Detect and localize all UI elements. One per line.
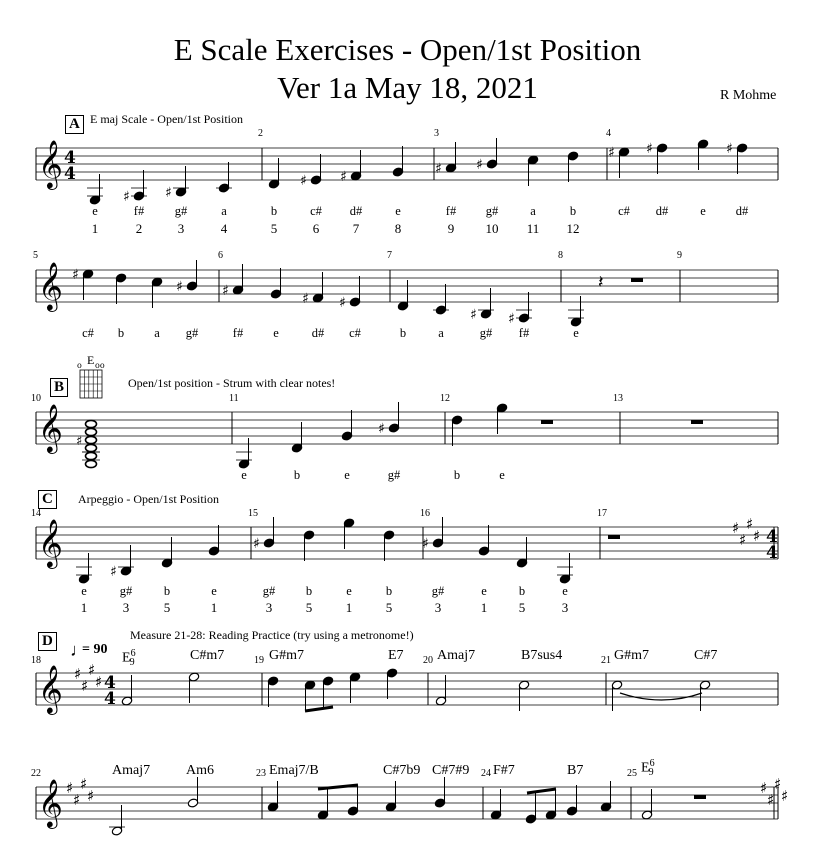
treble-clef-icon: 𝄞 — [38, 261, 63, 310]
note-name: f# — [445, 204, 457, 218]
time-signature: 4 — [766, 543, 778, 563]
note-head — [86, 460, 97, 467]
measure-number: 16 — [420, 508, 430, 519]
finger-number: 1 — [91, 221, 99, 236]
note-name: a — [438, 326, 444, 340]
treble-clef-icon: 𝄞 — [38, 778, 63, 827]
note-name: g# — [119, 584, 133, 598]
measure-number: 22 — [31, 768, 41, 779]
chord-symbol: C#7b9 — [383, 763, 421, 778]
finger-number: 3 — [177, 221, 185, 236]
chord-symbol: E7 — [388, 648, 404, 663]
open-string-icon: o — [77, 361, 82, 370]
sharp-icon: ♯ — [726, 141, 733, 157]
note-name: g# — [485, 204, 499, 218]
measure-number: 9 — [677, 250, 682, 261]
finger-number: 1 — [80, 600, 88, 615]
finger-number: 9 — [447, 221, 455, 236]
sharp-icon: ♯ — [165, 185, 172, 201]
measure-number: 20 — [423, 655, 433, 666]
note-name: e — [700, 204, 706, 218]
note-head — [86, 420, 97, 427]
finger-number: 3 — [561, 600, 569, 615]
note-name: d# — [349, 204, 363, 218]
note-name: c# — [349, 326, 361, 340]
finger-number: 1 — [210, 600, 218, 615]
sharp-icon: ♯ — [732, 519, 740, 537]
section-c-label: Arpeggio - Open/1st Position — [78, 492, 219, 506]
note-name: d# — [655, 204, 669, 218]
finger-number: 5 — [385, 600, 393, 615]
measure-number: 11 — [229, 393, 239, 404]
note-head — [86, 428, 97, 435]
chord-symbol: C#m7 — [190, 648, 225, 663]
finger-number: 1 — [345, 600, 353, 615]
note-name: g# — [185, 326, 199, 340]
sharp-icon: ♯ — [81, 677, 89, 695]
note-name: e — [92, 204, 98, 218]
chord-symbol: Amaj7 — [112, 763, 151, 778]
note-name: e — [481, 584, 487, 598]
sharp-icon: ♯ — [73, 791, 81, 809]
time-signature: 4 — [104, 689, 116, 709]
chord-symbol: B7 — [567, 763, 584, 778]
sharp-icon: ♯ — [176, 279, 183, 295]
note-name: g# — [174, 204, 188, 218]
sharp-icon: ♯ — [774, 775, 782, 793]
sharp-icon: ♯ — [87, 787, 95, 805]
note-name: b — [305, 584, 313, 598]
measure-number: 7 — [387, 250, 392, 261]
chord-symbol: B7sus4 — [521, 648, 563, 663]
finger-number: 2 — [135, 221, 143, 236]
measure-number: 15 — [248, 508, 258, 519]
open-string-icon: oo — [95, 361, 105, 370]
note-name: d# — [735, 204, 749, 218]
note-name: e — [573, 326, 579, 340]
rest-icon — [541, 420, 553, 424]
finger-number: 5 — [518, 600, 526, 615]
sharp-icon: ♯ — [378, 421, 385, 437]
sharp-icon: ♯ — [76, 434, 83, 449]
time-signature: 4 — [64, 148, 76, 168]
sharp-icon: ♯ — [422, 536, 429, 552]
finger-number: 1 — [480, 600, 488, 615]
sharp-icon: ♯ — [110, 564, 117, 580]
sharp-icon: ♯ — [767, 791, 775, 809]
finger-number: 5 — [163, 600, 171, 615]
chord-symbol: $E^6_9$ — [122, 648, 136, 669]
rehearsal-mark-a: A — [65, 115, 84, 134]
sharp-icon: ♯ — [123, 189, 130, 205]
note-name: b — [569, 204, 577, 218]
note-name: e — [273, 326, 279, 340]
measure-number: 21 — [601, 655, 611, 666]
section-a-label: E maj Scale - Open/1st Position — [90, 112, 243, 126]
chord-symbol: Amaj7 — [437, 648, 476, 663]
rest-icon — [691, 420, 703, 424]
note-name: b — [385, 584, 393, 598]
treble-clef-icon: 𝄞 — [38, 403, 63, 452]
finger-number: 12 — [566, 221, 580, 236]
treble-clef-icon: 𝄞 — [38, 139, 63, 188]
note-name: b — [293, 468, 301, 482]
note-name: b — [453, 468, 461, 482]
note-name: g# — [262, 584, 276, 598]
chord-diagram-label: E — [87, 353, 95, 367]
note-name: e — [346, 584, 352, 598]
finger-number: 7 — [352, 221, 360, 236]
finger-number: 10 — [485, 221, 499, 236]
note-name: f# — [232, 326, 244, 340]
chord-symbol: C#7 — [694, 648, 718, 663]
sharp-icon: ♯ — [66, 779, 74, 797]
sharp-icon: ♯ — [74, 665, 82, 683]
rehearsal-mark-c: C — [38, 490, 57, 509]
sharp-icon: ♯ — [222, 283, 229, 299]
author: R Mohme — [720, 88, 777, 103]
rest-icon — [631, 278, 643, 282]
note-name: a — [154, 326, 160, 340]
note-name: c# — [310, 204, 322, 218]
note-name: e — [499, 468, 505, 482]
note-name: d# — [311, 326, 325, 340]
tempo-marking: = 90 — [82, 642, 108, 657]
measure-number: 4 — [606, 128, 611, 139]
tie-icon — [620, 693, 702, 700]
measure-number: 5 — [33, 250, 38, 261]
sharp-icon: ♯ — [646, 141, 653, 157]
measure-number: 23 — [256, 768, 266, 779]
finger-number: 5 — [305, 600, 313, 615]
finger-number: 6 — [312, 221, 320, 236]
note-name: f# — [518, 326, 530, 340]
note-name: g# — [431, 584, 445, 598]
measure-number: 2 — [258, 128, 263, 139]
sharp-icon: ♯ — [739, 531, 747, 549]
measure-number: 17 — [597, 508, 607, 519]
treble-clef-icon: 𝄞 — [38, 518, 63, 567]
chord-symbol: $E^6_9$ — [641, 758, 655, 779]
sharp-icon: ♯ — [95, 673, 103, 691]
sharp-icon: ♯ — [753, 527, 761, 545]
measure-number: 18 — [31, 655, 41, 666]
measure-number: 10 — [31, 393, 41, 404]
note-name: g# — [387, 468, 401, 482]
note-name: e — [81, 584, 87, 598]
sharp-icon: ♯ — [302, 291, 309, 307]
quarter-note-icon: ♩ — [70, 640, 88, 660]
sharp-icon: ♯ — [476, 157, 483, 173]
note-name: c# — [618, 204, 630, 218]
chord-symbol: G#m7 — [614, 648, 649, 663]
sharp-icon: ♯ — [470, 307, 477, 323]
treble-clef-icon: 𝄞 — [38, 664, 63, 713]
note-head — [86, 436, 97, 443]
note-name: b — [518, 584, 526, 598]
note-name: a — [221, 204, 227, 218]
measure-number: 13 — [613, 393, 623, 404]
time-signature: 4 — [104, 673, 116, 693]
sharp-icon: ♯ — [435, 161, 442, 177]
measure-number: 24 — [481, 768, 491, 779]
rest-icon: 𝄽 — [598, 272, 604, 293]
measure-number: 6 — [218, 250, 223, 261]
rehearsal-mark-b: B — [50, 378, 68, 397]
finger-number: 5 — [270, 221, 278, 236]
beam — [318, 785, 358, 789]
sharp-icon: ♯ — [340, 169, 347, 185]
note-head — [86, 452, 97, 459]
sharp-icon: ♯ — [88, 661, 96, 679]
section-d-label: Measure 21-28: Reading Practice (try using a metronome!) — [130, 628, 414, 642]
title-line-2: Ver 1a May 18, 2021 — [277, 70, 538, 105]
sharp-icon: ♯ — [781, 787, 789, 805]
rehearsal-mark-d: D — [38, 632, 57, 651]
measure-number: 19 — [254, 655, 264, 666]
note-name: e — [344, 468, 350, 482]
sharp-icon: ♯ — [608, 145, 615, 161]
measure-number: 3 — [434, 128, 439, 139]
note-name: b — [163, 584, 171, 598]
sharp-icon: ♯ — [72, 267, 79, 283]
rest-icon — [694, 795, 706, 799]
section-b-label: Open/1st position - Strum with clear notes! — [128, 376, 336, 390]
finger-number: 8 — [394, 221, 402, 236]
note-head — [86, 444, 97, 451]
time-signature: 4 — [766, 527, 778, 547]
chord-symbol: G#m7 — [269, 648, 304, 663]
sharp-icon: ♯ — [300, 173, 307, 189]
note-name: b — [270, 204, 278, 218]
chord-symbol: Am6 — [186, 763, 214, 778]
sharp-icon: ♯ — [760, 779, 768, 797]
sharp-icon: ♯ — [80, 775, 88, 793]
note-name: b — [399, 326, 407, 340]
title-line-1: E Scale Exercises - Open/1st Position — [173, 32, 642, 67]
finger-number: 4 — [220, 221, 228, 236]
rest-icon — [608, 535, 620, 539]
chord-symbol: Emaj7/B — [269, 763, 319, 778]
chord-symbol: C#7#9 — [432, 763, 470, 778]
measure-number: 8 — [558, 250, 563, 261]
note-name: g# — [479, 326, 493, 340]
finger-number: 3 — [122, 600, 130, 615]
note-name: e — [395, 204, 401, 218]
measure-number: 14 — [31, 508, 41, 519]
sharp-icon: ♯ — [746, 515, 754, 533]
finger-number: 3 — [265, 600, 273, 615]
sharp-icon: ♯ — [253, 536, 260, 552]
finger-number: 3 — [434, 600, 442, 615]
note-name: a — [530, 204, 536, 218]
note-name: e — [241, 468, 247, 482]
finger-number: 11 — [526, 221, 540, 236]
measure-number: 25 — [627, 768, 637, 779]
beam — [305, 707, 333, 711]
measure-number: 12 — [440, 393, 450, 404]
note-name: e — [211, 584, 217, 598]
sharp-icon: ♯ — [508, 311, 515, 327]
note-name: c# — [82, 326, 94, 340]
note-name: f# — [133, 204, 145, 218]
beam — [527, 789, 556, 793]
time-signature: 4 — [64, 164, 76, 184]
note-name: b — [117, 326, 125, 340]
chord-symbol: F#7 — [493, 763, 515, 778]
sharp-icon: ♯ — [339, 295, 346, 311]
note-name: e — [562, 584, 568, 598]
